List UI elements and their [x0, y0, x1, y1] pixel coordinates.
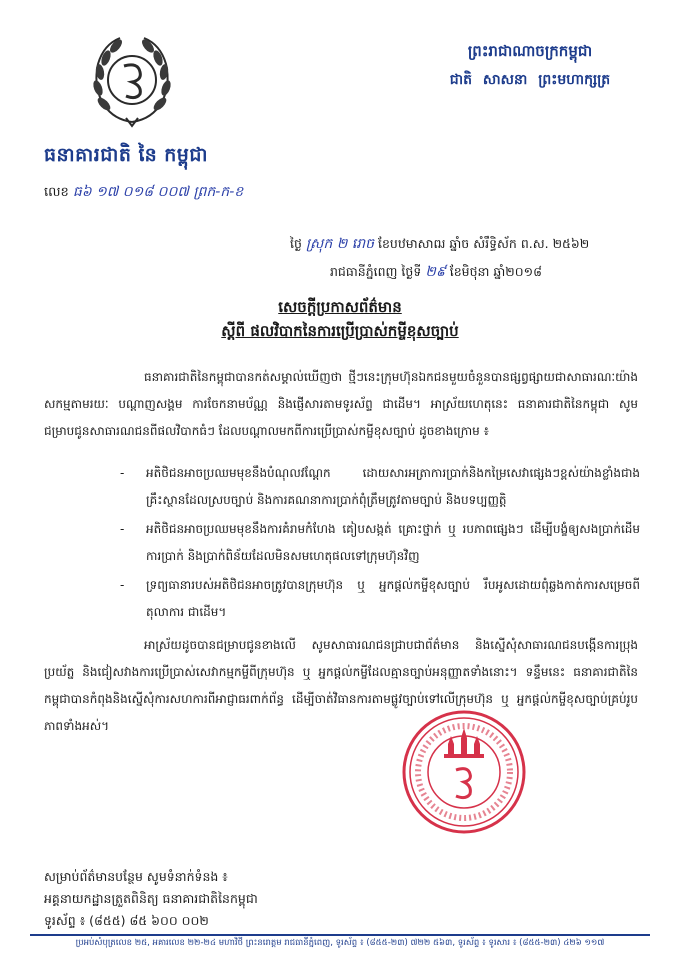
- consequence-list: [120, 460, 640, 628]
- reference-label: លេខ: [44, 185, 69, 200]
- contact-department: អគ្គនាយកដ្ឋានត្រួតពិនិត្យ ធនាគារជាតិនៃកម្ពុជា: [44, 891, 258, 906]
- footer-address: ប្រអប់សំបុត្រលេខ ២៥, អគារលេខ ២២-២៤ មហាវិថី ព្រះនរោត្តម រាជធានីភ្នំពេញ, ទូរស័ព្ទ ៖ (៨៥៥-២៣) ៧២២ ៥៦៣, ទូរស័ព្ទ ៖ ទូរសារ ៖ (៨៥៥-២៣) ៤២៦ ១១៧: [75, 938, 605, 948]
- solar-date: [330, 262, 650, 283]
- list-item-text: អតិថិជនអាចប្រឈមមុខនឹងការគំរាមកំហែង គៀបសង្កត់ គ្រោះថ្នាក់ ឬ របភាពផ្សេងៗ ដើម្បីបង្ខំឲ្យសងប្រាក់ដើម ការប្រាក់ និងប្រាក់ពិន័យដែលមិនសមហេតុផលទៅក្រុមហ៊ុនវិញ: [146, 522, 640, 563]
- solar-date-handwritten: ២៩: [425, 264, 446, 280]
- footer-divider: [30, 934, 650, 936]
- contact-phone: ទូរស័ព្ទ ៖ (៨៥៥) ៨៥ ៦០០ ០០២: [44, 913, 209, 928]
- list-item: - អតិថិជនអាចប្រឈមមុខនឹងការគំរាមកំហែង គៀបសង្កត់ គ្រោះថ្នាក់ ឬ របភាពផ្សេងៗ ដើម្បីបង្ខំឲ្យសងប្រាក់ដើម ការប្រាក់ និងប្រាក់ពិន័យដែលមិនសមហេតុផលទៅក្រុមហ៊ុនវិញ: [120, 522, 640, 563]
- lunar-date-prefix: ថ្ងៃ: [290, 236, 302, 251]
- reference-line: [44, 182, 344, 203]
- national-motto: ជាតិ សាសនា ព្រះមហាក្សត្រ: [449, 72, 611, 88]
- bank-emblem-logo: [86, 30, 178, 130]
- intro-paragraph: ធនាគារជាតិនៃកម្ពុជាបានកត់សម្គាល់ឃើញថា ថ្មីៗនេះក្រុមហ៊ុនឯកជនមួយចំនួនបានផ្សព្វផ្សាយជាសាធារណៈយ៉ាងសកម្មតាមរយៈ បណ្តាញសង្គម ការចែកនាមប័ណ្ណ និងផ្ញើសារតាមទូរស័ព្ទ ជាដើម។ អាស្រ័យហេតុនេះ ធនាគារជាតិនៃកម្ពុជា សូមជម្រាបជូនសាធារណជនពីផលវិបាកធំៗ ដែលបណ្តាលមកពីការប្រើប្រាស់កម្ចីខុសច្បាប់ ដូចខាងក្រោម ៖: [44, 370, 638, 438]
- list-item-text: អតិថិជនអាចប្រឈមមុខនឹងបំណុលវណ្តែក ដោយសារអត្រាការប្រាក់និងកម្រៃសេវាផ្សេងៗខ្ពស់យ៉ាងខ្លាំងជាងគ្រឹះស្ថានដែលស្របច្បាប់ និងការគណនាការប្រាក់ពុំត្រឹមត្រូវតាមច្បាប់ និងបទប្បញ្ញត្តិ: [146, 466, 640, 507]
- document-subtitle: ស្តីពី ផលវិបាកនៃការប្រើប្រាស់កម្ចីខុសច្បាប់: [221, 322, 459, 340]
- contact-intro: សម្រាប់ព័ត៌មានបន្ថែម សូមទំនាក់ទំនង ៖: [44, 869, 228, 884]
- solar-date-prefix: រាជធានីភ្នំពេញ ថ្ងៃទី: [330, 264, 422, 279]
- lunar-date-handwritten: ស្រុក ២ រោច: [305, 236, 374, 252]
- lunar-date-rest: ខែបឋមាសាឍ ឆ្នាំច សំរឹទ្ធិស័ក ព.ស. ២៥៦២: [377, 236, 590, 251]
- document-title: សេចក្តីប្រកាសព័ត៌មាន: [278, 298, 402, 316]
- official-stamp: [400, 708, 528, 836]
- closing-paragraph: អាស្រ័យដូចបានជម្រាបជូនខាងលើ សូមសាធារណជនជ្រាបជាព័ត៌មាន និងស្នើសុំសាធារណជនបង្កើនការប្រុងប្រយ័ត្ន និងជៀសវាងការប្រើប្រាស់សេវាកម្មកម្ចីពីក្រុមហ៊ុន ឬ អ្នកផ្តល់កម្ចីដែលគ្មានច្បាប់អនុញ្ញាតទាំងនោះ។ ទន្ទឹមនេះ ធនាគារជាតិនៃកម្ពុជាបានកំពុងនិងស្នើសុំការសហការពីអាជ្ញាធរពាក់ព័ន្ធ ដើម្បីចាត់វិធានការតាមផ្លូវច្បាប់ទៅលើក្រុមហ៊ុន ឬ អ្នកផ្តល់កម្ចីខុសច្បាប់គ្រប់រូបភាពទាំងអស់។: [44, 638, 638, 733]
- kingdom-heading: ព្រះរាជាណាចក្រកម្ពុជា: [467, 42, 593, 60]
- solar-date-rest: ខែមិថុនា ឆ្នាំ២០១៨: [449, 264, 542, 279]
- list-item-text: ទ្រព្យធានារបស់អតិថិជនអាចត្រូវបានក្រុមហ៊ុន ឬ អ្នកផ្តល់កម្ចីខុសច្បាប់ រឹបអូសដោយពុំឆ្លងកាត់ការសម្រេចពីតុលាការ ជាដើម។: [146, 578, 640, 619]
- list-item: - ទ្រព្យធានារបស់អតិថិជនអាចត្រូវបានក្រុមហ៊ុន ឬ អ្នកផ្តល់កម្ចីខុសច្បាប់ រឹបអូសដោយពុំឆ្លងកាត់ការសម្រេចពីតុលាការ ជាដើម។: [120, 578, 640, 619]
- list-item: - អតិថិជនអាចប្រឈមមុខនឹងបំណុលវណ្តែក ដោយសារអត្រាការប្រាក់និងកម្រៃសេវាផ្សេងៗខ្ពស់យ៉ាងខ្លាំងជាងគ្រឹះស្ថានដែលស្របច្បាប់ និងការគណនាការប្រាក់ពុំត្រឹមត្រូវតាមច្បាប់ និងបទប្បញ្ញត្តិ: [120, 466, 640, 507]
- lunar-date: [290, 234, 640, 255]
- reference-number: ធ៦ ១៧ ០១៨ ០០៧ ព្រក-ក-ខ: [72, 184, 244, 200]
- bank-name: ធនាគារជាតិ នៃ កម្ពុជា: [44, 144, 208, 166]
